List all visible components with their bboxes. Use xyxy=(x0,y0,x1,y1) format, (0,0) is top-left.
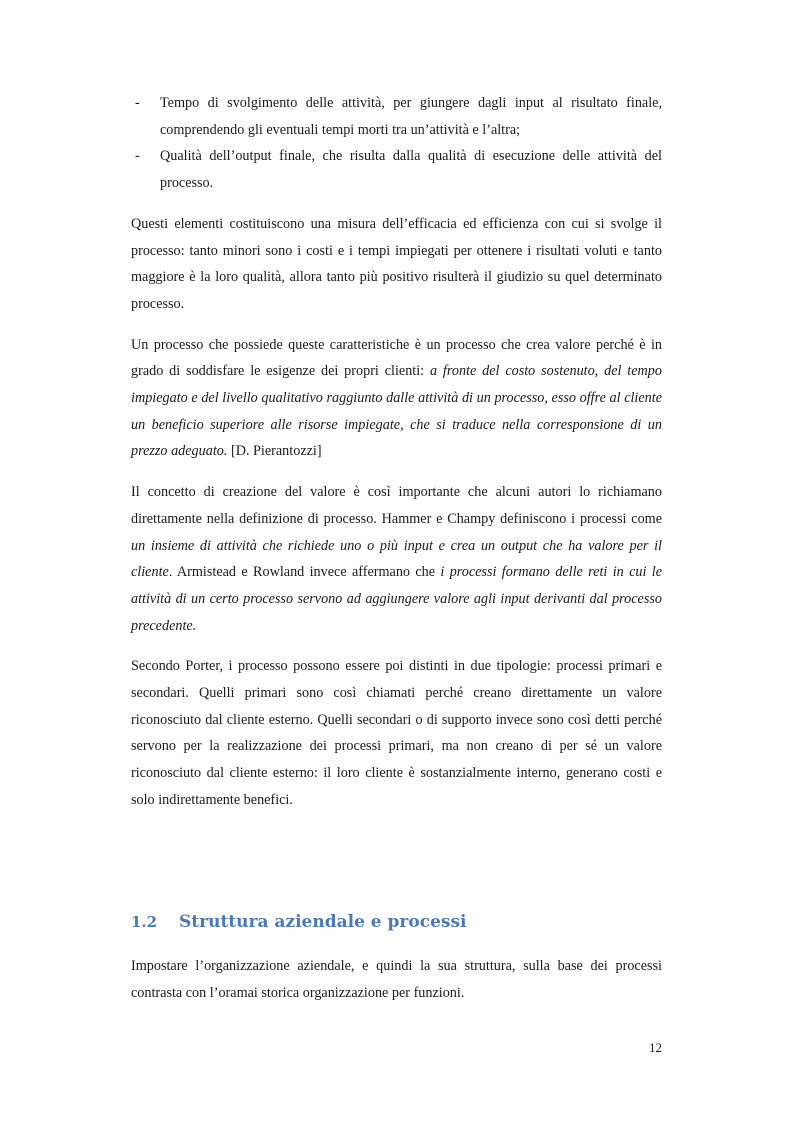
citation: [D. Pierantozzi] xyxy=(227,443,322,460)
definition-italic-hammer-champy: un insieme di attività che richiede uno o più input e crea un output che ha valore per il cliente xyxy=(131,537,662,581)
paragraph-porter: Secondo Porter, i processo possono essere poi distinti in due tipologie: processi primari e secondari. Quelli primari sono così chiamati perché creano direttamente un valore riconosciuto dal cliente esterno. Quelli secondari o di supporto invece sono così detti perché servono per la realizzazione dei processi primari, ma non creano di per sé un valore riconosciuto dal cliente esterno: il loro cliente è sostanzialmente interno, generano costi e solo indirettamente benefici. xyxy=(131,658,662,808)
section-intro: Impostare l’organizzazione aziendale, e quindi la sua struttura, sulla base dei processi contrasta con l’oramai storica organizzazione per funzioni. xyxy=(131,958,662,1001)
page-body xyxy=(131,90,662,814)
bullet-text: Tempo di svolgimento delle attività, per giungere dagli input al risultato finale, comprendendo gli eventuali tempi morti tra un’attività e l’altra; xyxy=(160,95,662,138)
paragraph-text: Il concetto di creazione del valore è così importante che alcuni autori lo richiamano direttamente nella definizione di processo. Hammer e Champy definiscono i processi come xyxy=(131,484,662,527)
section-number: 1.2 xyxy=(131,913,158,931)
paragraph-text: . Armistead e Rowland invece affermano che xyxy=(168,564,441,581)
bullet-text: Qualità dell’output finale, che risulta dalla qualità di esecuzione delle attività del processo. xyxy=(160,148,662,192)
bullet-list xyxy=(131,90,662,197)
bullet-marker: - xyxy=(135,148,140,165)
paragraph-text: Un processo che possiede queste caratteristiche è un processo che crea valore perché è in grado di soddisfare le esigenze dei propri clienti: xyxy=(131,336,662,380)
section-title: Struttura aziendale e processi xyxy=(179,912,467,932)
paragraph-definitions xyxy=(131,479,662,639)
quotation-italic: a fronte del costo sostenuto, del tempo impiegato e del livello qualitativo raggiunto dalle attività di un processo, esso offre al cliente un beneficio superiore alle risorse impiegate, che si traduce nella corresponsione di un prezzo adeguato. xyxy=(131,363,662,460)
list-item xyxy=(131,143,662,196)
bullet-marker: - xyxy=(135,95,140,111)
definition-italic-armistead-rowland: i processi formano delle reti in cui le attività di un certo processo servono ad aggiungere valore agli input derivanti dal processo precedente. xyxy=(131,564,662,634)
section-heading xyxy=(131,912,662,932)
paragraph-efficiency: Questi elementi costituiscono una misura dell’efficacia ed efficienza con cui si svolge il processo: tanto minori sono i costi e i tempi impiegati per ottenere i risultati voluti e tanto maggiore è la loro qualità, allora tanto più positivo risulterà il giudizio su quel determinato processo. xyxy=(131,215,662,312)
paragraph-value-creation xyxy=(131,332,662,466)
page-number: 12 xyxy=(649,1040,662,1055)
list-item xyxy=(131,90,662,143)
